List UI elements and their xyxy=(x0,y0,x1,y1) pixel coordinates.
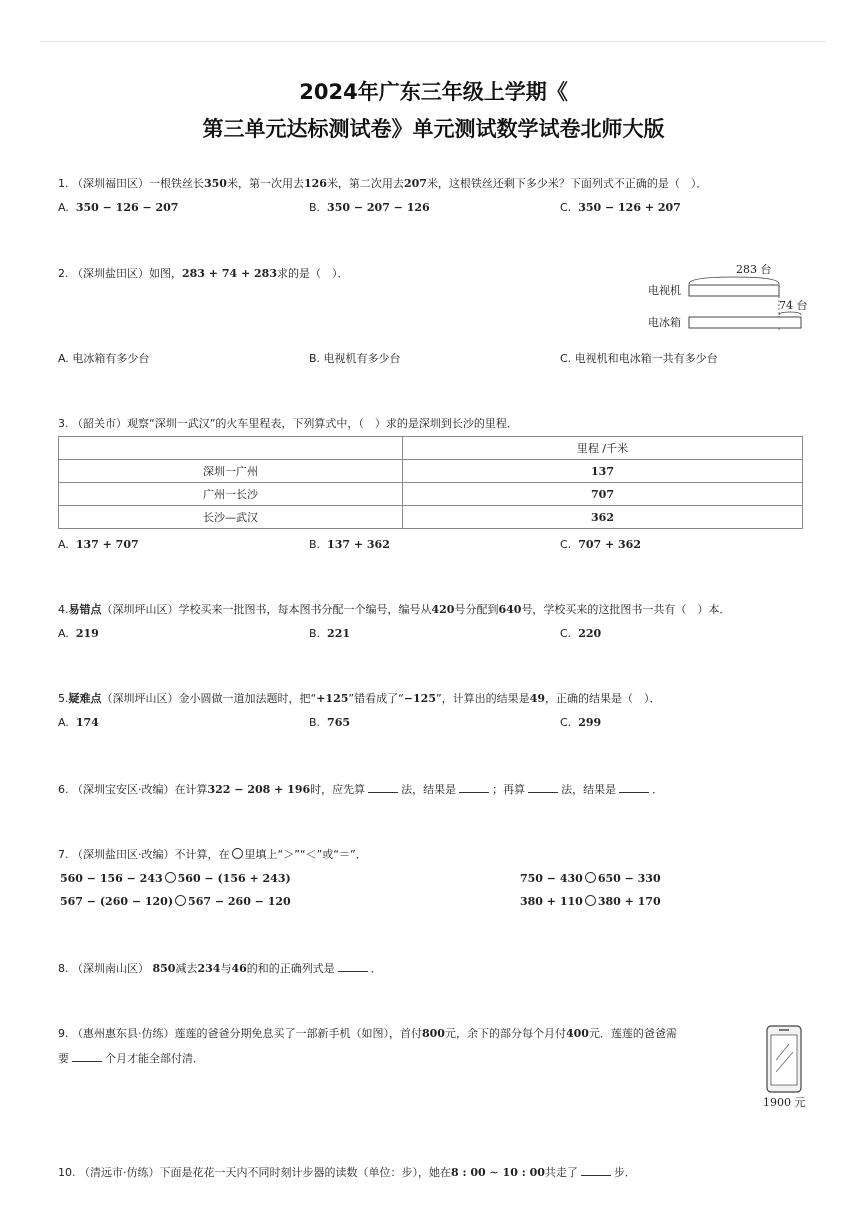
table-cell: 长沙—武汉 xyxy=(59,506,403,529)
answer-blank[interactable] xyxy=(368,782,398,793)
phone-price-label: 1900 元 xyxy=(763,1096,806,1109)
table-cell: 广州一长沙 xyxy=(59,483,403,506)
diagram-brace-top xyxy=(689,277,779,284)
compare-circle-icon[interactable] xyxy=(175,895,186,906)
question-10: 10. （清远市·仿练）下面是花花一天内不同时刻计步器的读数（单位：步），她在8 : 00 ∼ 10 : 00共走了 步． xyxy=(58,1166,636,1179)
diagram-side-label: 74 台 xyxy=(779,299,808,312)
answer-blank[interactable] xyxy=(338,961,368,972)
compare-item-1: 560 − 156 − 243 560 − (156 + 243) xyxy=(60,872,291,885)
compare-circle-icon[interactable] xyxy=(165,872,176,883)
question-5: 5.疑难点（深圳坪山区）金小圆做一道加法题时，把“+125”错看成了“−125”，计算出的结果是49，正确的结果是（ ）． xyxy=(58,692,661,705)
mileage-table xyxy=(58,436,803,529)
question-2: 2. （深圳盐田区）如图，283 + 74 + 283求的是（ ）． xyxy=(58,267,349,280)
question-8: 8. （深圳南山区） 850减去234与46的和的正确列式是 ． xyxy=(58,962,382,975)
compare-circle-icon xyxy=(232,848,243,859)
answer-blank[interactable] xyxy=(619,782,649,793)
table-cell: 707 xyxy=(403,483,803,506)
q4-option-b[interactable]: B. 221 xyxy=(309,627,351,640)
q1-option-a[interactable]: A. 350 − 126 − 207 xyxy=(58,201,179,214)
q4-option-c[interactable]: C. 220 xyxy=(560,627,602,640)
diagram-fridge-bar xyxy=(689,317,801,328)
answer-blank[interactable] xyxy=(528,782,558,793)
question-3: 3. （韶关市）观察“深圳一武汉”的火车里程表，下列算式中，（ ）求的是深圳到长沙的里程． xyxy=(58,417,518,430)
tag-badge: 疑难点 xyxy=(68,692,102,705)
question-9: 9. （惠州惠东县·仿练）莲莲的爸爸分期免息买了一部新手机（如图），首付800元，余下的部分每个月付400元．莲莲的爸爸需 xyxy=(58,1027,677,1040)
question-7: 7. （深圳盐田区·改编）不计算，在 里填上“＞”“＜”或“＝”． xyxy=(58,848,367,861)
table-cell: 137 xyxy=(403,460,803,483)
question-6: 6. （深圳宝安区·改编）在计算322 − 208 + 196时，应先算 法，结果是 ；再算 法，结果是 ． xyxy=(58,783,664,796)
compare-circle-icon[interactable] xyxy=(585,895,596,906)
table-cell: 深圳一广州 xyxy=(59,460,403,483)
q2-option-b[interactable]: B. 电视机有多少台 xyxy=(309,352,401,365)
question-1: 1. （深圳福田区）一根铁丝长350米，第一次用去126米，第二次用去207米，这根铁丝还剩下多少米？下面列式不正确的是（ ）． xyxy=(58,177,708,190)
q1-option-c[interactable]: C. 350 − 126 + 207 xyxy=(560,201,681,214)
q4-option-a[interactable]: A. 219 xyxy=(58,627,99,640)
answer-blank[interactable] xyxy=(459,782,489,793)
diagram-tv-bar xyxy=(689,285,779,296)
compare-item-4: 380 + 110 380 + 170 xyxy=(520,895,661,908)
diagram-brace-side xyxy=(779,312,801,315)
question-4: 4.易错点（深圳坪山区）学校买来一批图书，每本图书分配一个编号，编号从420号分配到640号，学校买来的这批图书一共有（ ）本． xyxy=(58,603,731,616)
diagram-top-label: 283 台 xyxy=(736,263,772,276)
table-header-cell xyxy=(59,437,403,460)
question-9-line2: 要 个月才能全部付清． xyxy=(58,1052,204,1065)
diagram-row2-label: 电冰箱 xyxy=(648,316,681,329)
page-title-line2: 第三单元达标测试卷》单元测试数学试卷北师大版 xyxy=(202,117,665,141)
q3-option-a[interactable]: A. 137 + 707 xyxy=(58,538,139,551)
table-header-row xyxy=(59,437,803,460)
table-row xyxy=(59,460,803,483)
table-row xyxy=(59,483,803,506)
table-cell: 362 xyxy=(403,506,803,529)
tv-fridge-diagram xyxy=(646,260,811,335)
top-rule xyxy=(40,41,827,42)
answer-blank[interactable] xyxy=(581,1165,611,1176)
q5-option-b[interactable]: B. 765 xyxy=(309,716,351,729)
phone-icon xyxy=(762,1024,808,1110)
q3-option-b[interactable]: B. 137 + 362 xyxy=(309,538,390,551)
q1-option-b[interactable]: B. 350 − 207 − 126 xyxy=(309,201,430,214)
table-header-cell: 里程 /千米 xyxy=(403,437,803,460)
q2-option-a[interactable]: A. 电冰箱有多少台 xyxy=(58,352,150,365)
q2-option-c[interactable]: C. 电视机和电冰箱一共有多少台 xyxy=(560,352,718,365)
compare-circle-icon[interactable] xyxy=(585,872,596,883)
page-title-line1: 2024年广东三年级上学期《 xyxy=(299,80,568,104)
q3-option-c[interactable]: C. 707 + 362 xyxy=(560,538,641,551)
compare-item-2: 750 − 430 650 − 330 xyxy=(520,872,661,885)
tag-badge: 易错点 xyxy=(68,603,102,616)
answer-blank[interactable] xyxy=(72,1051,102,1062)
q5-option-a[interactable]: A. 174 xyxy=(58,716,99,729)
q5-option-c[interactable]: C. 299 xyxy=(560,716,602,729)
table-row xyxy=(59,506,803,529)
compare-item-3: 567 − (260 − 120) 567 − 260 − 120 xyxy=(60,895,291,908)
diagram-row1-label: 电视机 xyxy=(648,284,681,297)
